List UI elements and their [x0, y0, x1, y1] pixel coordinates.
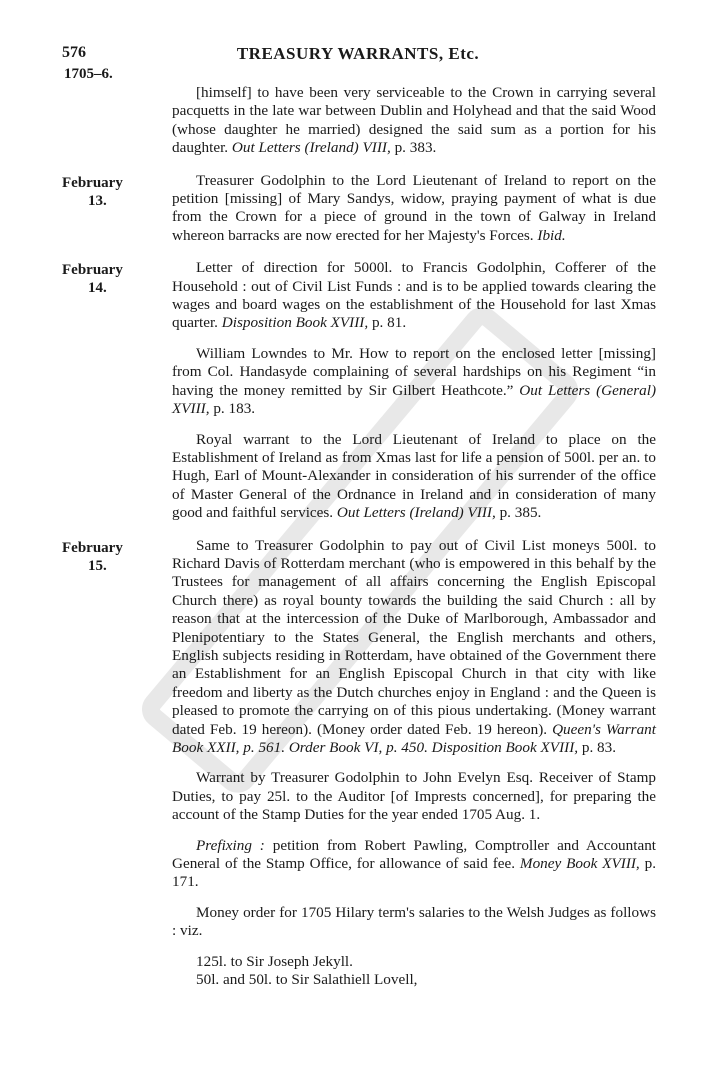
- entry-date: [62, 259, 172, 522]
- paragraph-text: Royal warrant to the Lord Lieutenant of Ireland to place on the Establishment of Ireland as from Xmas last for life a pension of 500l. per an. to Hugh, Earl of Mount-Alexander in consideration of his surrender of the office of Master General of the Ordnance in Ireland and in consideration of many good and faithful services.: [172, 430, 656, 522]
- entry-paragraph: [172, 537, 656, 758]
- source-page: p. 385.: [499, 504, 542, 522]
- entry-date-day: 14.: [88, 280, 107, 297]
- entry-paragraph: [172, 84, 656, 158]
- source-reference: Queen's Warrant Book XXII, p. 561. Order Book VI, p. 450. Disposition Book XVIII,: [172, 720, 656, 756]
- entry-date-month: February: [62, 262, 123, 279]
- year-marker: 1705–6.: [64, 66, 113, 82]
- salary-list: [196, 953, 656, 990]
- page-number: 576: [62, 44, 86, 61]
- paragraph-text: [himself] to have been very serviceable to the Crown in carrying several pacquetts in the late war between Dublin and Holyhead and that the said Wood (whose daughter he married) designed the said sum as a portion for his daughter.: [172, 84, 656, 157]
- entry-paragraph: [172, 837, 656, 892]
- entry-body: [172, 537, 656, 990]
- paragraph-text: Treasurer Godolphin to the Lord Lieutenant of Ireland to report on the petition [missing] of Mary Sandys, widow, praying payment of what is due from the Crown for a piece of ground in the town of Galway in Ireland whereon barracks are now erected for her Majesty's Forces.: [172, 171, 656, 244]
- source-reference: Out Letters (Ireland) VIII,: [336, 504, 496, 522]
- source-page: p. 383.: [394, 139, 437, 157]
- entry-date-day: 13.: [88, 192, 107, 209]
- source-page: p. 81.: [371, 314, 407, 332]
- source-page: p. 83.: [581, 739, 617, 756]
- source-reference: Out Letters (General) XVIII,: [172, 381, 657, 418]
- entry-date: [62, 537, 172, 990]
- source-reference: Disposition Book XVIII,: [221, 314, 369, 332]
- entry-paragraph: [172, 345, 656, 419]
- paragraph-text: Money order for 1705 Hilary term's salaries to the Welsh Judges as follows : viz.: [172, 903, 656, 940]
- source-reference: Ibid.: [537, 226, 566, 244]
- source-page: p. 171.: [172, 855, 657, 891]
- entry-paragraph: [172, 172, 656, 246]
- entry-paragraph: [172, 769, 656, 824]
- entry-date-day: 15.: [88, 557, 107, 574]
- list-item: 50l. and 50l. to Sir Salathiell Lovell,: [196, 971, 418, 989]
- paragraph-text: Letter of direction for 5000l. to Francis Godolphin, Cofferer of the Household : out of Civil List Funds : and is to be applied towards clearing the wages and board wages on the establishment of the Household for last Xmas quarter.: [172, 259, 656, 332]
- entry: [62, 259, 656, 522]
- entry: [62, 172, 656, 246]
- source-reference: Out Letters (Ireland) VIII,: [231, 139, 391, 157]
- entry-body: [172, 84, 656, 158]
- paragraph-text: petition from Robert Pawling, Comptroller and Accountant General of the Stamp Office, for allowance of said fee.: [172, 836, 657, 873]
- entry-paragraph: [172, 259, 656, 333]
- paragraph-lead: Prefixing :: [196, 836, 265, 854]
- list-item: 125l. to Sir Joseph Jekyll.: [196, 952, 353, 970]
- entry-paragraph: [172, 431, 656, 523]
- entry-date-month: February: [62, 539, 123, 556]
- entry: [62, 84, 656, 158]
- running-title: TREASURY WARRANTS, Etc.: [236, 44, 480, 63]
- paragraph-text: Warrant by Treasurer Godolphin to John Evelyn Esq. Receiver of Stamp Duties, to pay 25l. to the Auditor [of Imprests concerned], for preparing the account of the Stamp Duties for the year ended 1705 Aug. 1.: [172, 769, 656, 824]
- paragraph-text: William Lowndes to Mr. How to report on the enclosed letter [missing] from Col. Handasyde complaining of several hardships on his Regiment “in having the money remitted by Sir Gilbert Heathcote.”: [172, 344, 656, 399]
- entry-date: [62, 172, 172, 246]
- source-page: p. 183.: [213, 400, 256, 418]
- entry-date-month: February: [62, 174, 123, 191]
- entry-date: [62, 84, 172, 158]
- entry: [62, 537, 656, 990]
- source-reference: Money Book XVIII,: [519, 855, 640, 873]
- entry-body: [172, 172, 656, 246]
- page-header: [62, 44, 654, 68]
- entry-body: [172, 259, 656, 522]
- entries-list: [62, 84, 656, 1003]
- paragraph-text: Same to Treasurer Godolphin to pay out of Civil List moneys 500l. to Richard Davis of Rotterdam merchant (who is empowered in this behalf by the Trustees for management of all affairs concerning the English Episcopal Church there) as royal bounty towards the building the said Church : all by reason that at the intercession of the Duke of Marlborough, Ambassador and Plenipotentiary to the States General, the English merchants and others, English subjects residing in Rotterdam, have obtained of the Government there an Establishment for an English Episcopal Church in that city with like freedom and liberty as the Dutch churches enjoy in England : and the Queen is pleased to promote the carrying on of this pious undertaking. (Money warrant dated Feb. 19 hereon). (Money order dated Feb. 19 hereon).: [172, 536, 656, 738]
- entry-paragraph: [172, 904, 656, 941]
